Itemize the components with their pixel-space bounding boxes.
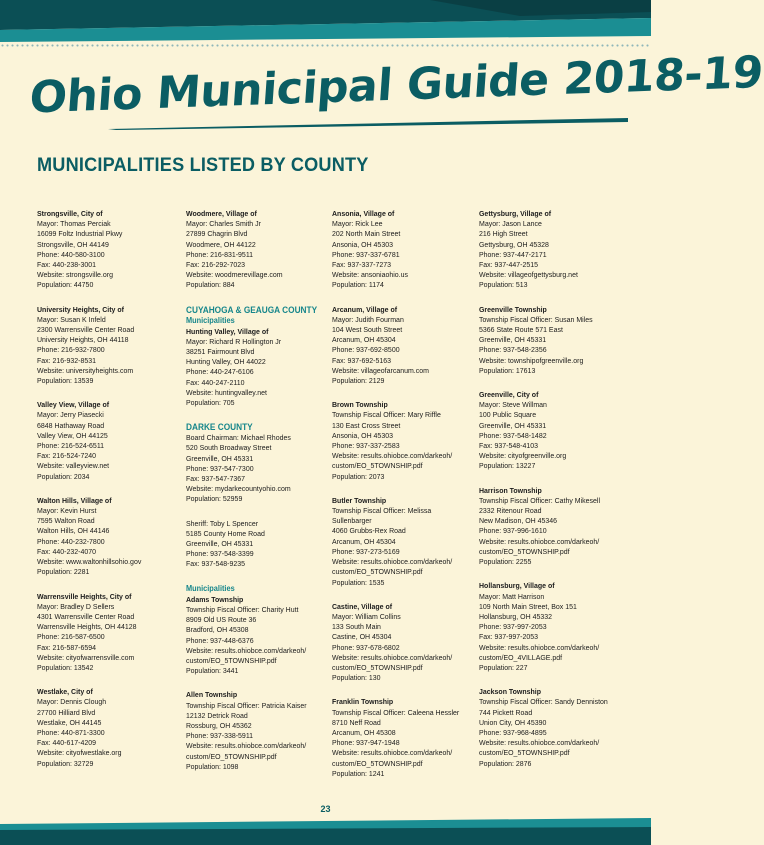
entry-detail: Phone: 440-232-7800 — [37, 536, 105, 546]
entry-name: Strongsville, City of — [37, 209, 103, 218]
column-4 — [479, 209, 624, 783]
entry-website: Website: results.ohiobce.com/darkeoh/ — [479, 642, 600, 652]
entry-detail: 16099 Foltz Industrial Pkwy — [37, 229, 123, 239]
entry-detail: Bradford, OH 45308 — [186, 625, 249, 635]
listing-entry — [186, 584, 331, 677]
entry-detail: 27899 Chagrin Blvd — [186, 229, 248, 239]
entry-detail: Population: 13227 — [479, 461, 536, 471]
entry-detail: Greenville, OH 45331 — [479, 335, 547, 345]
entry-detail: custom/EO_5TOWNSHIP.pdf — [332, 567, 423, 577]
entry-name: Board Chairman: Michael Rhodes — [186, 433, 291, 443]
entry-detail: Castine, OH 45304 — [332, 632, 392, 642]
title-underline — [108, 116, 628, 130]
entry-detail: custom/EO_5TOWNSHIP.pdf — [332, 461, 423, 471]
entry-detail: Gettysburg, OH 45328 — [479, 239, 549, 249]
entry-website: Website: huntingvalley.net — [186, 387, 267, 397]
entry-detail: 8909 Old US Route 36 — [186, 615, 257, 625]
entry-detail: Population: 32729 — [37, 758, 94, 768]
entry-detail: Fax: 216-587-6594 — [37, 642, 97, 652]
entry-detail: Walton Hills, OH 44146 — [37, 526, 110, 536]
entry-detail: Ansonia, OH 45303 — [332, 430, 393, 440]
entry-detail: Fax: 216-932-8531 — [37, 355, 97, 365]
entry-detail: 5185 County Home Road — [186, 528, 265, 538]
entry-detail: 2300 Warrensville Center Road — [37, 325, 135, 335]
listing-entry — [332, 602, 477, 684]
entry-detail: Phone: 937-338-5911 — [186, 731, 254, 741]
entry-website: Website: results.ohiobce.com/darkeoh/ — [479, 536, 600, 546]
entry-detail: custom/EO_5TOWNSHIP.pdf — [186, 751, 277, 761]
entry-detail: Mayor: Kevin Hurst — [37, 506, 97, 516]
entry-detail: 2332 Ritenour Road — [479, 506, 542, 516]
entry-name: Westlake, City of — [37, 687, 93, 697]
entry-detail: Mayor: Steve Willman — [479, 400, 547, 410]
entry-website: Website: valleyview.net — [37, 461, 110, 471]
entry-detail: 130 East Cross Street — [332, 420, 401, 430]
entry-detail: Warrensville Heights, OH 44128 — [37, 622, 137, 632]
entry-detail: Township Fiscal Officer: Melissa — [332, 506, 432, 516]
listing-entry — [37, 687, 182, 769]
entry-detail: 202 North Main Street — [332, 229, 401, 239]
listing-entry — [332, 209, 477, 291]
listing-entry — [186, 209, 331, 291]
entry-detail: Phone: 937-337-2583 — [332, 441, 400, 451]
listing-columns — [37, 209, 627, 778]
listing-entry — [479, 209, 624, 291]
entry-detail: custom/EO_5TOWNSHIP.pdf — [479, 546, 570, 556]
listing-entry — [479, 687, 624, 769]
entry-detail: Phone: 937-996-1610 — [479, 526, 547, 536]
entry-detail: Fax: 440-617-4209 — [37, 738, 97, 748]
bottom-banner — [0, 818, 651, 845]
entry-detail: Population: 705 — [186, 398, 235, 408]
entry-detail: Phone: 937-547-7300 — [186, 463, 254, 473]
entry-name: Sheriff: Toby L Spencer — [186, 518, 259, 528]
entry-detail: 6848 Hathaway Road — [37, 420, 105, 430]
entry-detail: Township Fiscal Officer: Patricia Kaiser — [186, 700, 307, 710]
entry-detail: Mayor: Judith Fourman — [332, 314, 404, 324]
entry-detail: Mayor: William Collins — [332, 611, 401, 621]
entry-website: Website: mydarkecountyohio.com — [186, 484, 291, 494]
entry-detail: Township Fiscal Officer: Mary Riffle — [332, 410, 441, 420]
entry-name: Allen Township — [186, 690, 238, 700]
entry-detail: Phone: 937-692-8500 — [332, 345, 400, 355]
listing-entry — [479, 305, 624, 376]
entry-name: Warrensville Heights, City of — [37, 591, 132, 601]
entry-name: Valley View, Village of — [37, 400, 110, 410]
entry-website: Website: results.ohiobce.com/darkeoh/ — [479, 738, 600, 748]
entry-detail: 520 South Broadway Street — [186, 443, 272, 453]
entry-name: Harrison Township — [479, 485, 542, 495]
entry-website: Website: woodmerevillage.com — [186, 270, 283, 280]
listing-entry — [37, 305, 182, 387]
entry-detail: 109 North Main Street, Box 151 — [479, 601, 577, 611]
listing-entry — [332, 496, 477, 588]
entry-detail: University Heights, OH 44118 — [37, 335, 129, 345]
entry-detail: 27700 Hilliard Blvd — [37, 707, 96, 717]
column-1 — [37, 209, 182, 783]
entry-website: Website: villageofarcanum.com — [332, 365, 429, 375]
subsection-label: Municipalities — [186, 583, 235, 593]
entry-detail: Mayor: Charles Smith Jr — [186, 219, 261, 229]
listing-entry — [479, 486, 624, 568]
entry-detail: Phone: 937-997-2053 — [479, 622, 547, 632]
entry-detail: Phone: 937-968-4895 — [479, 727, 547, 737]
listing-entry — [186, 422, 331, 504]
entry-detail: Strongsville, OH 44149 — [37, 239, 109, 249]
entry-name: Arcanum, Village of — [332, 304, 398, 314]
entry-detail: 38251 Fairmount Blvd — [186, 347, 255, 357]
entry-detail: Phone: 937-678-6802 — [332, 642, 400, 652]
entry-detail: Mayor: Richard R Hollington Jr — [186, 336, 282, 346]
entry-website: Website: strongsville.org — [37, 270, 113, 280]
entry-detail: Fax: 937-548-4103 — [479, 441, 539, 451]
entry-detail: Mayor: Matt Harrison — [479, 591, 545, 601]
entry-detail: Township Fiscal Officer: Cathy Mikesell — [479, 495, 601, 505]
entry-website: Website: townshipofgreenville.org — [479, 355, 584, 365]
entry-detail: Population: 17613 — [479, 365, 536, 375]
entry-detail: Population: 1098 — [186, 761, 239, 771]
entry-detail: Phone: 937-548-1482 — [479, 430, 547, 440]
entry-website: Website: results.ohiobce.com/darkeoh/ — [186, 645, 307, 655]
entry-name: Greenville, City of — [479, 390, 539, 400]
entry-name: Franklin Township — [332, 697, 394, 707]
entry-detail: Population: 1535 — [332, 577, 385, 587]
entry-name: Brown Township — [332, 400, 388, 410]
entry-detail: 7595 Walton Road — [37, 516, 95, 526]
entry-website: Website: results.ohiobce.com/darkeoh/ — [332, 748, 453, 758]
county-heading: DARKE COUNTY — [186, 422, 253, 433]
entry-name: Adams Township — [186, 594, 244, 604]
entry-detail: Phone: 937-447-2171 — [479, 249, 547, 259]
entry-detail: Population: 513 — [479, 280, 528, 290]
entry-detail: Township Fiscal Officer: Sandy Denniston — [479, 697, 608, 707]
entry-detail: Mayor: Jerry Piasecki — [37, 410, 104, 420]
entry-detail: Phone: 440-580-3100 — [37, 249, 105, 259]
entry-detail: Rossburg, OH 45362 — [186, 720, 252, 730]
entry-detail: Fax: 440-232-4070 — [37, 546, 97, 556]
entry-detail: 4060 Grubbs-Rex Road — [332, 526, 406, 536]
entry-detail: Fax: 937-547-7367 — [186, 474, 246, 484]
entry-detail: 5366 State Route 571 East — [479, 325, 563, 335]
entry-detail: Township Fiscal Officer: Charity Hutt — [186, 604, 299, 614]
entry-detail: Phone: 440-247-6106 — [186, 367, 254, 377]
entry-detail: 100 Public Square — [479, 410, 537, 420]
listing-entry — [479, 581, 624, 673]
entry-detail: Population: 44750 — [37, 280, 94, 290]
entry-detail: Phone: 937-337-6781 — [332, 249, 400, 259]
entry-detail: Arcanum, OH 45304 — [332, 335, 396, 345]
subsection-label: Municipalities — [186, 315, 235, 325]
entry-website: Website: results.ohiobce.com/darkeoh/ — [332, 652, 453, 662]
entry-detail: Population: 13539 — [37, 376, 94, 386]
entry-detail: Arcanum, OH 45308 — [332, 727, 396, 737]
entry-name: Butler Township — [332, 495, 387, 505]
entry-detail: Valley View, OH 44125 — [37, 430, 108, 440]
entry-name: Walton Hills, Village of — [37, 495, 112, 505]
page-number: 23 — [320, 804, 331, 814]
entry-detail: Population: 884 — [186, 280, 235, 290]
entry-detail: Fax: 440-247-2110 — [186, 377, 245, 387]
entry-detail: Fax: 216-524-7240 — [37, 451, 97, 461]
entry-name: Greenville Township — [479, 304, 547, 314]
entry-detail: Population: 2255 — [479, 557, 532, 567]
entry-website: Website: cityofwarrensville.com — [37, 652, 135, 662]
listing-entry — [37, 209, 182, 291]
entry-name: Hollansburg, Village of — [479, 581, 555, 591]
entry-detail: Woodmere, OH 44122 — [186, 239, 256, 249]
entry-name: Woodmere, Village of — [186, 209, 257, 218]
entry-detail: Ansonia, OH 45303 — [332, 239, 393, 249]
entry-detail: Population: 2034 — [37, 471, 90, 481]
entry-detail: Township Fiscal Officer: Caleena Hessler — [332, 707, 460, 717]
entry-detail: Population: 2281 — [37, 567, 90, 577]
entry-detail: Fax: 937-692-5163 — [332, 355, 392, 365]
county-heading: CUYAHOGA & GEAUGA COUNTY — [186, 304, 318, 315]
entry-detail: custom/EO_5TOWNSHIP.pdf — [186, 655, 277, 665]
entry-name: Jackson Township — [479, 687, 541, 697]
entry-detail: Mayor: Dennis Clough — [37, 697, 107, 707]
entry-website: Website: results.ohiobce.com/darkeoh/ — [332, 557, 453, 567]
entry-detail: Greenville, OH 45331 — [479, 420, 547, 430]
top-banner — [0, 0, 651, 44]
entry-detail: custom/EO_5TOWNSHIP.pdf — [479, 748, 570, 758]
entry-detail: Population: 2073 — [332, 471, 385, 481]
entry-detail: 12132 Detrick Road — [186, 710, 248, 720]
entry-name: University Heights, City of — [37, 304, 124, 314]
entry-name: Ansonia, Village of — [332, 209, 395, 218]
entry-detail: Mayor: Jason Lance — [479, 219, 542, 229]
entry-detail: Sullenbarger — [332, 516, 372, 526]
entry-detail: Fax: 937-997-2053 — [479, 632, 539, 642]
entry-detail: Phone: 937-548-2356 — [479, 345, 547, 355]
entry-detail: Population: 1174 — [332, 280, 384, 290]
entry-website: Website: ansoniaohio.us — [332, 270, 409, 280]
listing-entry — [37, 592, 182, 674]
entry-website: Website: results.ohiobce.com/darkeoh/ — [186, 741, 307, 751]
entry-detail: Greenville, OH 45331 — [186, 539, 254, 549]
listing-entry — [37, 496, 182, 578]
entry-detail: 4301 Warrensville Center Road — [37, 611, 135, 621]
entry-website: Website: cityofwestlake.org — [37, 748, 122, 758]
entry-detail: Mayor: Rick Lee — [332, 219, 383, 229]
entry-detail: Mayor: Thomas Perciak — [37, 219, 111, 229]
listing-entry — [37, 400, 182, 482]
entry-detail: Phone: 440-871-3300 — [37, 727, 105, 737]
entry-detail: 216 High Street — [479, 229, 528, 239]
entry-detail: Population: 227 — [479, 662, 528, 672]
listing-entry — [479, 390, 624, 472]
guide-title: Ohio Municipal Guide 2018-19 — [27, 46, 764, 124]
entry-detail: Union City, OH 45390 — [479, 717, 547, 727]
entry-name: Hunting Valley, Village of — [186, 326, 269, 336]
column-3 — [332, 209, 477, 793]
entry-detail: Phone: 937-448-6376 — [186, 635, 254, 645]
entry-detail: Population: 2876 — [479, 758, 532, 768]
entry-detail: 744 Pickett Road — [479, 707, 533, 717]
entry-website: Website: cityofgreenville.org — [479, 451, 567, 461]
entry-detail: Phone: 216-831-9511 — [186, 249, 254, 259]
entry-detail: Westlake, OH 44145 — [37, 717, 102, 727]
entry-detail: Population: 1241 — [332, 768, 385, 778]
entry-detail: Mayor: Susan K Infeld — [37, 314, 106, 324]
entry-detail: Population: 52959 — [186, 494, 243, 504]
entry-detail: Phone: 937-947-1948 — [332, 738, 400, 748]
entry-detail: Fax: 440-238-3001 — [37, 260, 97, 270]
entry-detail: Greenville, OH 45331 — [186, 453, 254, 463]
entry-detail: custom/EO_4VILLAGE.pdf — [479, 652, 563, 662]
entry-detail: Population: 2129 — [332, 376, 385, 386]
entry-detail: Population: 130 — [332, 673, 381, 683]
entry-detail: Township Fiscal Officer: Susan Miles — [479, 314, 593, 324]
entry-detail: New Madison, OH 45346 — [479, 516, 558, 526]
listing-entry — [186, 519, 331, 570]
entry-detail: Phone: 937-273-5169 — [332, 546, 400, 556]
section-heading: MUNICIPALITIES LISTED BY COUNTY — [37, 154, 369, 176]
entry-detail: custom/EO_5TOWNSHIP.pdf — [332, 662, 423, 672]
entry-detail: Population: 3441 — [186, 666, 239, 676]
entry-detail: Phone: 937-548-3399 — [186, 549, 254, 559]
entry-website: Website: villageofgettysburg.net — [479, 270, 578, 280]
entry-name: Gettysburg, Village of — [479, 209, 552, 218]
entry-detail: 133 South Main — [332, 622, 381, 632]
entry-detail: Fax: 937-447-2515 — [479, 260, 539, 270]
entry-detail: Population: 13542 — [37, 662, 94, 672]
entry-detail: Hunting Valley, OH 44022 — [186, 357, 266, 367]
entry-detail: Fax: 937-548-9235 — [186, 559, 246, 569]
entry-website: Website: www.waltonhillsohio.gov — [37, 557, 142, 567]
entry-detail: Fax: 937-337-7273 — [332, 260, 392, 270]
entry-detail: custom/EO_5TOWNSHIP.pdf — [332, 758, 423, 768]
entry-detail: Phone: 216-587-6500 — [37, 632, 105, 642]
entry-website: Website: results.ohiobce.com/darkeoh/ — [332, 451, 453, 461]
entry-detail: Phone: 216-524-6511 — [37, 441, 105, 451]
dotted-divider — [0, 44, 651, 47]
listing-entry — [186, 305, 331, 409]
entry-name: Castine, Village of — [332, 601, 393, 611]
entry-detail: Mayor: Bradley D Sellers — [37, 601, 115, 611]
listing-entry — [332, 400, 477, 482]
entry-detail: Phone: 216-932-7800 — [37, 345, 105, 355]
listing-entry — [332, 305, 477, 387]
entry-detail: Arcanum, OH 45304 — [332, 536, 396, 546]
listing-entry — [332, 697, 477, 779]
column-2 — [186, 209, 331, 786]
entry-detail: 8710 Neff Road — [332, 717, 381, 727]
listing-entry — [186, 690, 331, 772]
entry-detail: Fax: 216-292-7023 — [186, 260, 246, 270]
entry-detail: 104 West South Street — [332, 325, 403, 335]
entry-detail: Hollansburg, OH 45332 — [479, 611, 553, 621]
entry-website: Website: universityheights.com — [37, 365, 134, 375]
